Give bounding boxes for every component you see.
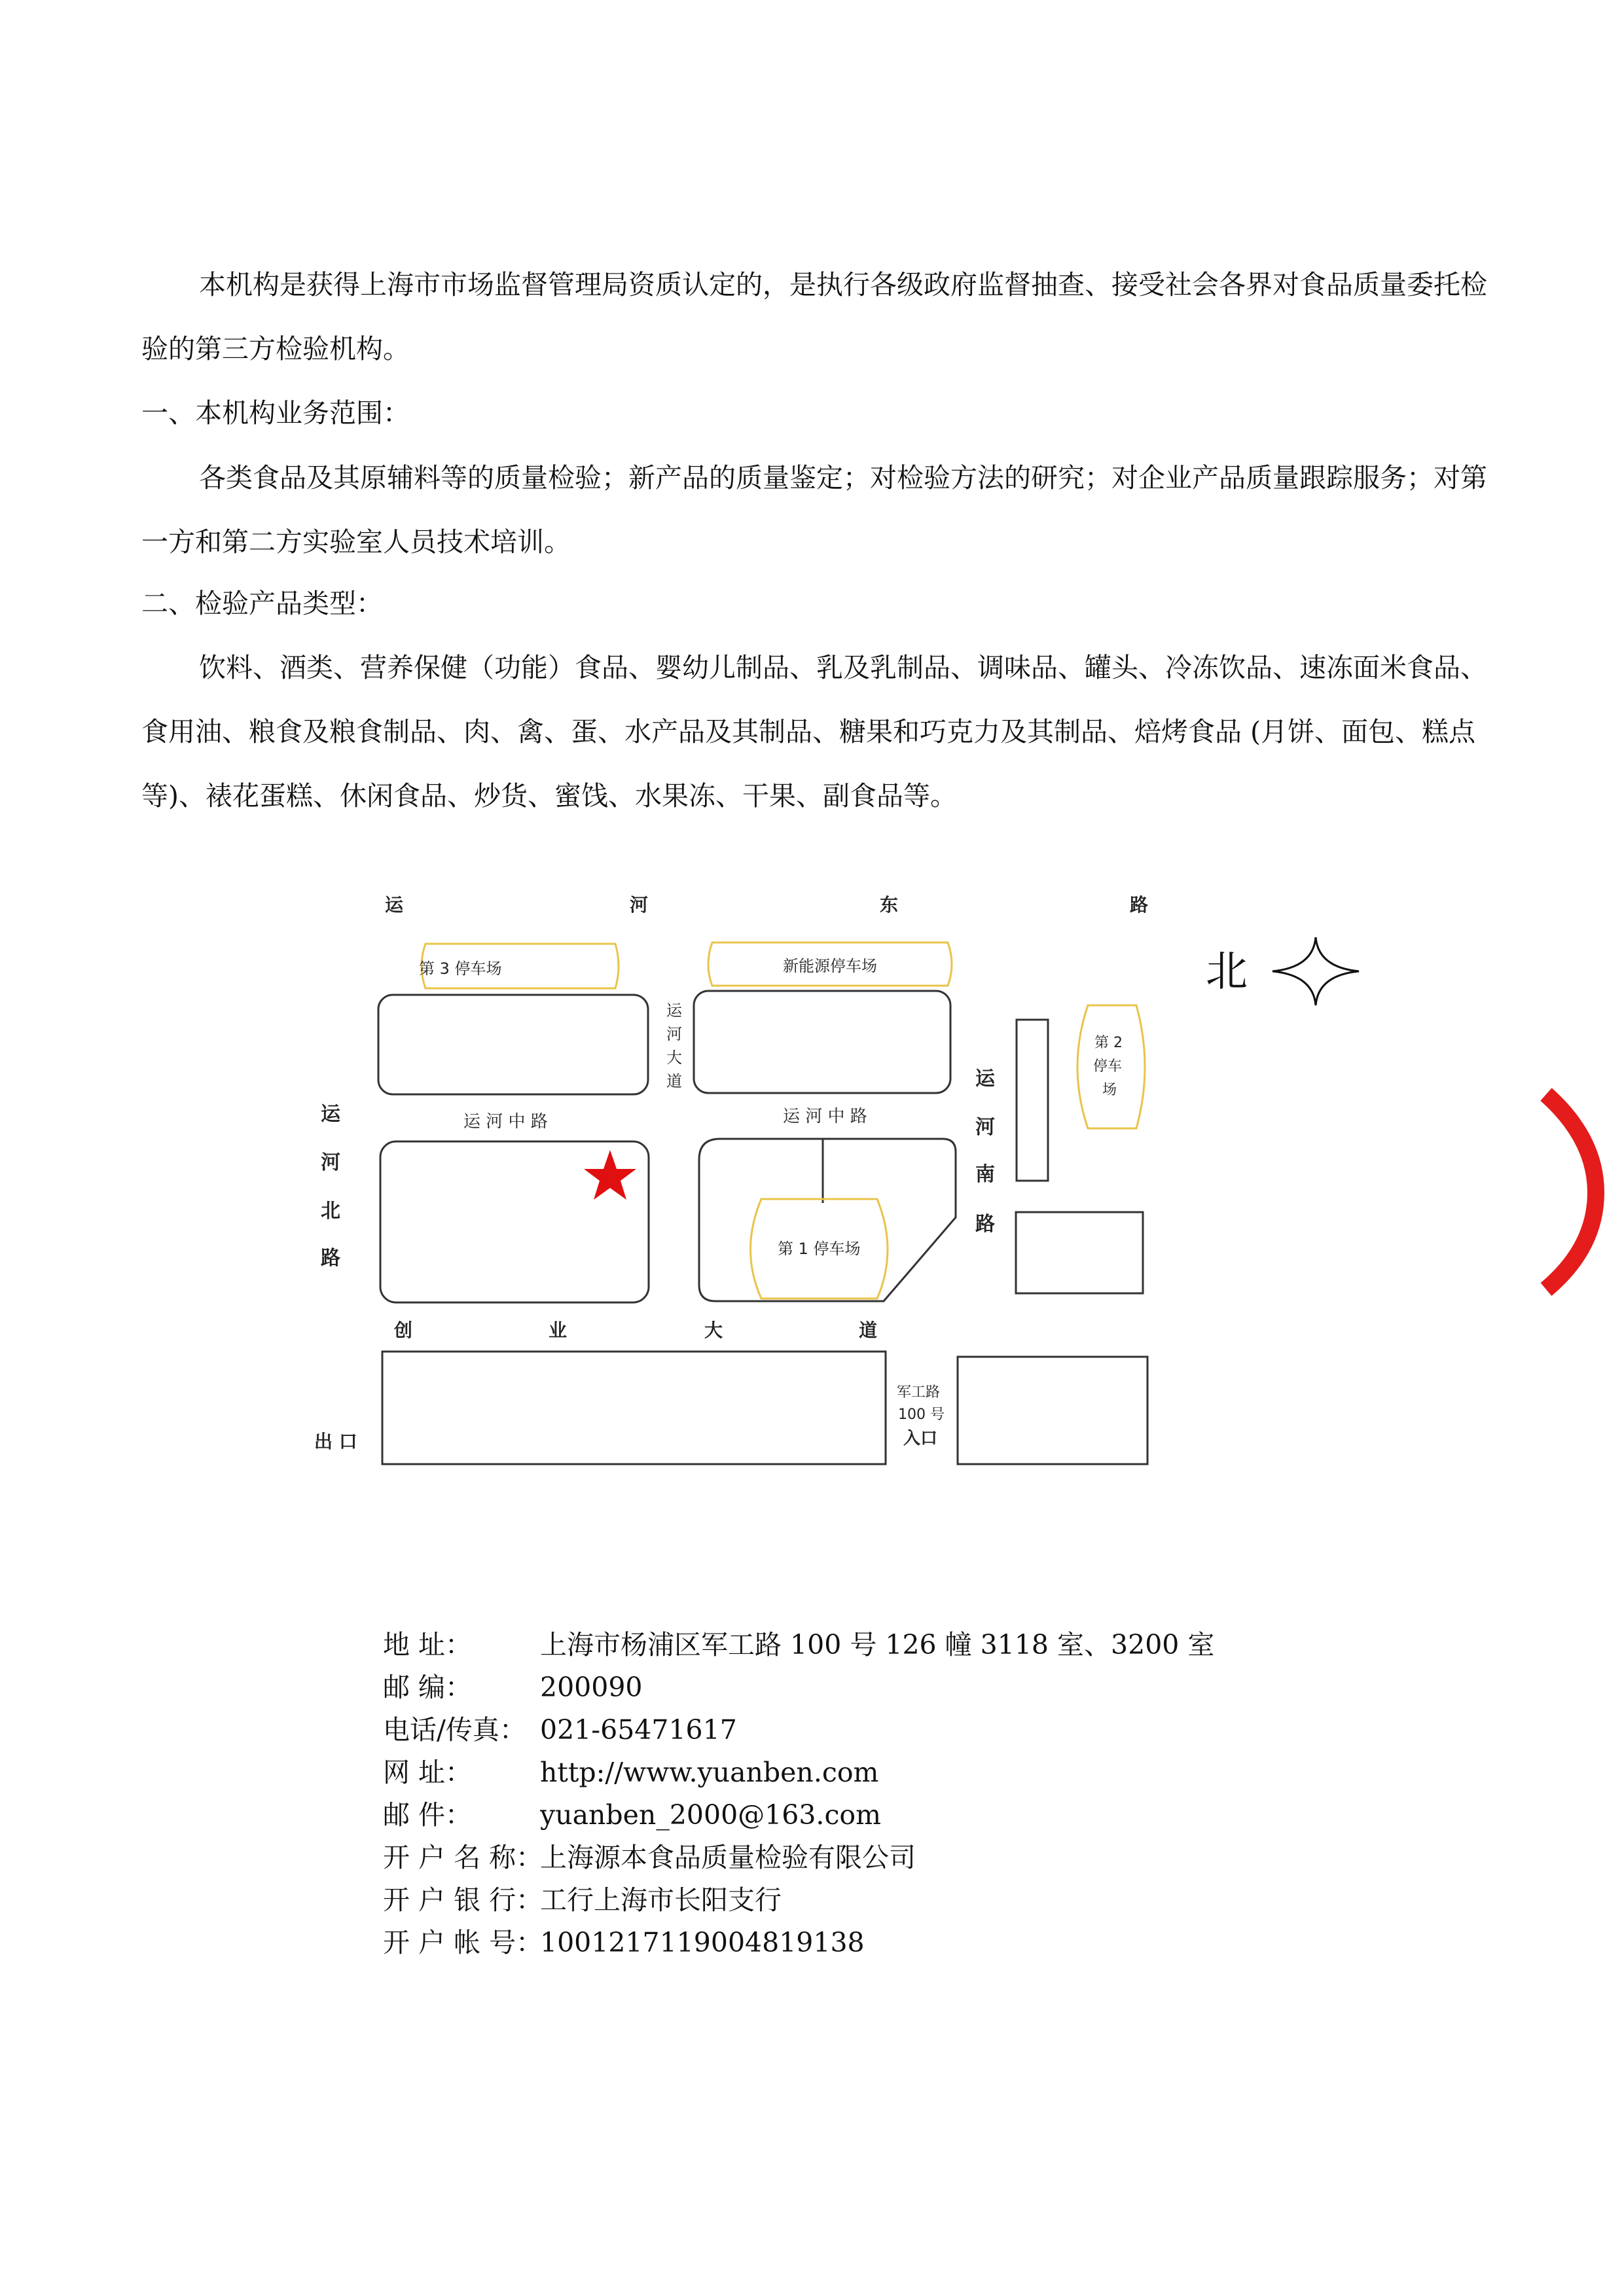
contact-row-address [383, 1623, 1214, 1662]
lab-location-star-icon [584, 1150, 636, 1200]
entrance-label-2: 100 号 [898, 1407, 945, 1423]
road-yunhe-avenue-2: 河 [666, 1025, 682, 1043]
contact-label-account-name: 开 户 名 称： [383, 1842, 543, 1873]
block-northeast [694, 991, 950, 1093]
parking-1-label: 第 1 停车场 [778, 1240, 861, 1258]
contact-label-bank: 开 户 银 行： [383, 1884, 543, 1916]
road-yunhe-avenue-3: 大 [666, 1049, 682, 1067]
road-yunhe-avenue-1: 运 [666, 1001, 682, 1020]
intro-paragraph: 本机构是获得上海市市场监督管理局资质认定的，是执行各级政府监督抽查、接受社会各界对食品质量委托检验的第三方检验机构。 [141, 269, 1487, 365]
parking-new-energy-label: 新能源停车场 [783, 957, 877, 975]
road-yunhe-middle-left: 运 河 中 路 [463, 1112, 548, 1132]
road-yunhe-east-1: 运 [385, 894, 404, 916]
road-yunhe-south-4: 路 [975, 1213, 995, 1236]
road-chuangye-4: 道 [859, 1319, 878, 1341]
section1-text: 各类食品及其原辅料等的质量检验；新产品的质量鉴定；对检验方法的研究；对企业产品质量跟踪服务；对第一方和第二方实验室人员技术培训。 [141, 462, 1487, 558]
parking-3-label: 第 3 停车场 [419, 960, 502, 978]
road-yunhe-north-3: 北 [321, 1200, 340, 1223]
contact-label-account-number: 开 户 帐 号： [383, 1927, 543, 1958]
road-yunhe-north-1: 运 [321, 1103, 340, 1126]
contact-value-address: 上海市杨浦区军工路 100 号 126 幢 3118 室、3200 室 [540, 1629, 1215, 1660]
contact-value-account-number: 1001217119004819138 [540, 1927, 865, 1958]
road-yunhe-east-4: 路 [1130, 894, 1149, 916]
entrance-label-1: 军工路 [897, 1384, 941, 1401]
parking-2-label-1: 第 2 [1094, 1035, 1123, 1051]
contact-row-account-name [383, 1836, 916, 1874]
contact-label-phone: 电话/传真： [383, 1714, 526, 1746]
section2-text: 饮料、酒类、营养保健（功能）食品、婴幼儿制品、乳及乳制品、调味品、罐头、冷冻饮品、速冻面米食品、食用油、粮食及粮食制品、肉、禽、蛋、水产品及其制品、糖果和巧克力及其制品、焙烤食品 (月饼、面包、糕点等)、裱花蛋糕、休闲食品、炒货、蜜饯、水果冻、干果、副食品等。 [141, 652, 1487, 812]
road-chuangye-2: 业 [549, 1319, 568, 1341]
contact-row-email [383, 1793, 881, 1832]
contact-label-website: 网 址： [383, 1757, 473, 1788]
parking-2-label-2: 停车 [1093, 1058, 1123, 1075]
road-yunhe-south-1: 运 [975, 1067, 995, 1090]
contact-row-account-number [383, 1921, 865, 1960]
road-chuangye-3: 大 [704, 1319, 723, 1341]
block-narrow [1017, 1020, 1048, 1181]
contact-value-account-name: 上海源本食品质量检验有限公司 [540, 1842, 916, 1873]
entrance-label-3: 入口 [903, 1429, 938, 1448]
section2-heading: 二、检验产品类型： [141, 588, 383, 619]
road-yunhe-north-4: 路 [321, 1247, 340, 1270]
contact-value-postcode: 200090 [540, 1672, 643, 1703]
contact-label-address: 地 址： [383, 1629, 473, 1660]
road-yunhe-avenue-4: 道 [666, 1072, 682, 1090]
contact-row-website [383, 1751, 878, 1789]
north-label: 北 [1206, 948, 1248, 996]
road-yunhe-middle-right: 运 河 中 路 [783, 1107, 867, 1126]
road-chuangye-1: 创 [394, 1319, 413, 1341]
contact-label-postcode: 邮 编： [383, 1672, 473, 1703]
block-south [382, 1352, 886, 1464]
block-parking1 [699, 1139, 956, 1301]
contact-value-email[interactable]: yuanben_2000@163.com [540, 1799, 881, 1831]
road-yunhe-north-2: 河 [321, 1151, 340, 1174]
exit-label: 出 口 [314, 1431, 357, 1452]
contact-row-phone [383, 1708, 737, 1747]
block-northwest [378, 995, 648, 1094]
road-yunhe-south-3: 南 [975, 1163, 995, 1186]
seal-stamp-icon [1546, 1094, 1596, 1289]
contact-row-bank [383, 1878, 782, 1917]
compass-icon [1272, 937, 1359, 1005]
contact-value-website[interactable]: http://www.yuanben.com [540, 1757, 879, 1788]
section1-heading: 一、本机构业务范围： [141, 397, 410, 429]
block-entrance [958, 1357, 1147, 1464]
block-southeast [1016, 1212, 1143, 1293]
contact-label-email: 邮 件： [383, 1799, 473, 1831]
contact-value-phone: 021-65471617 [540, 1714, 737, 1746]
road-yunhe-south-2: 河 [975, 1116, 995, 1139]
contact-value-bank: 工行上海市长阳支行 [540, 1884, 782, 1916]
road-yunhe-east-3: 东 [880, 894, 899, 916]
parking-2-label-3: 场 [1102, 1082, 1117, 1098]
contact-row-postcode [383, 1666, 643, 1704]
road-yunhe-east-2: 河 [630, 894, 649, 916]
